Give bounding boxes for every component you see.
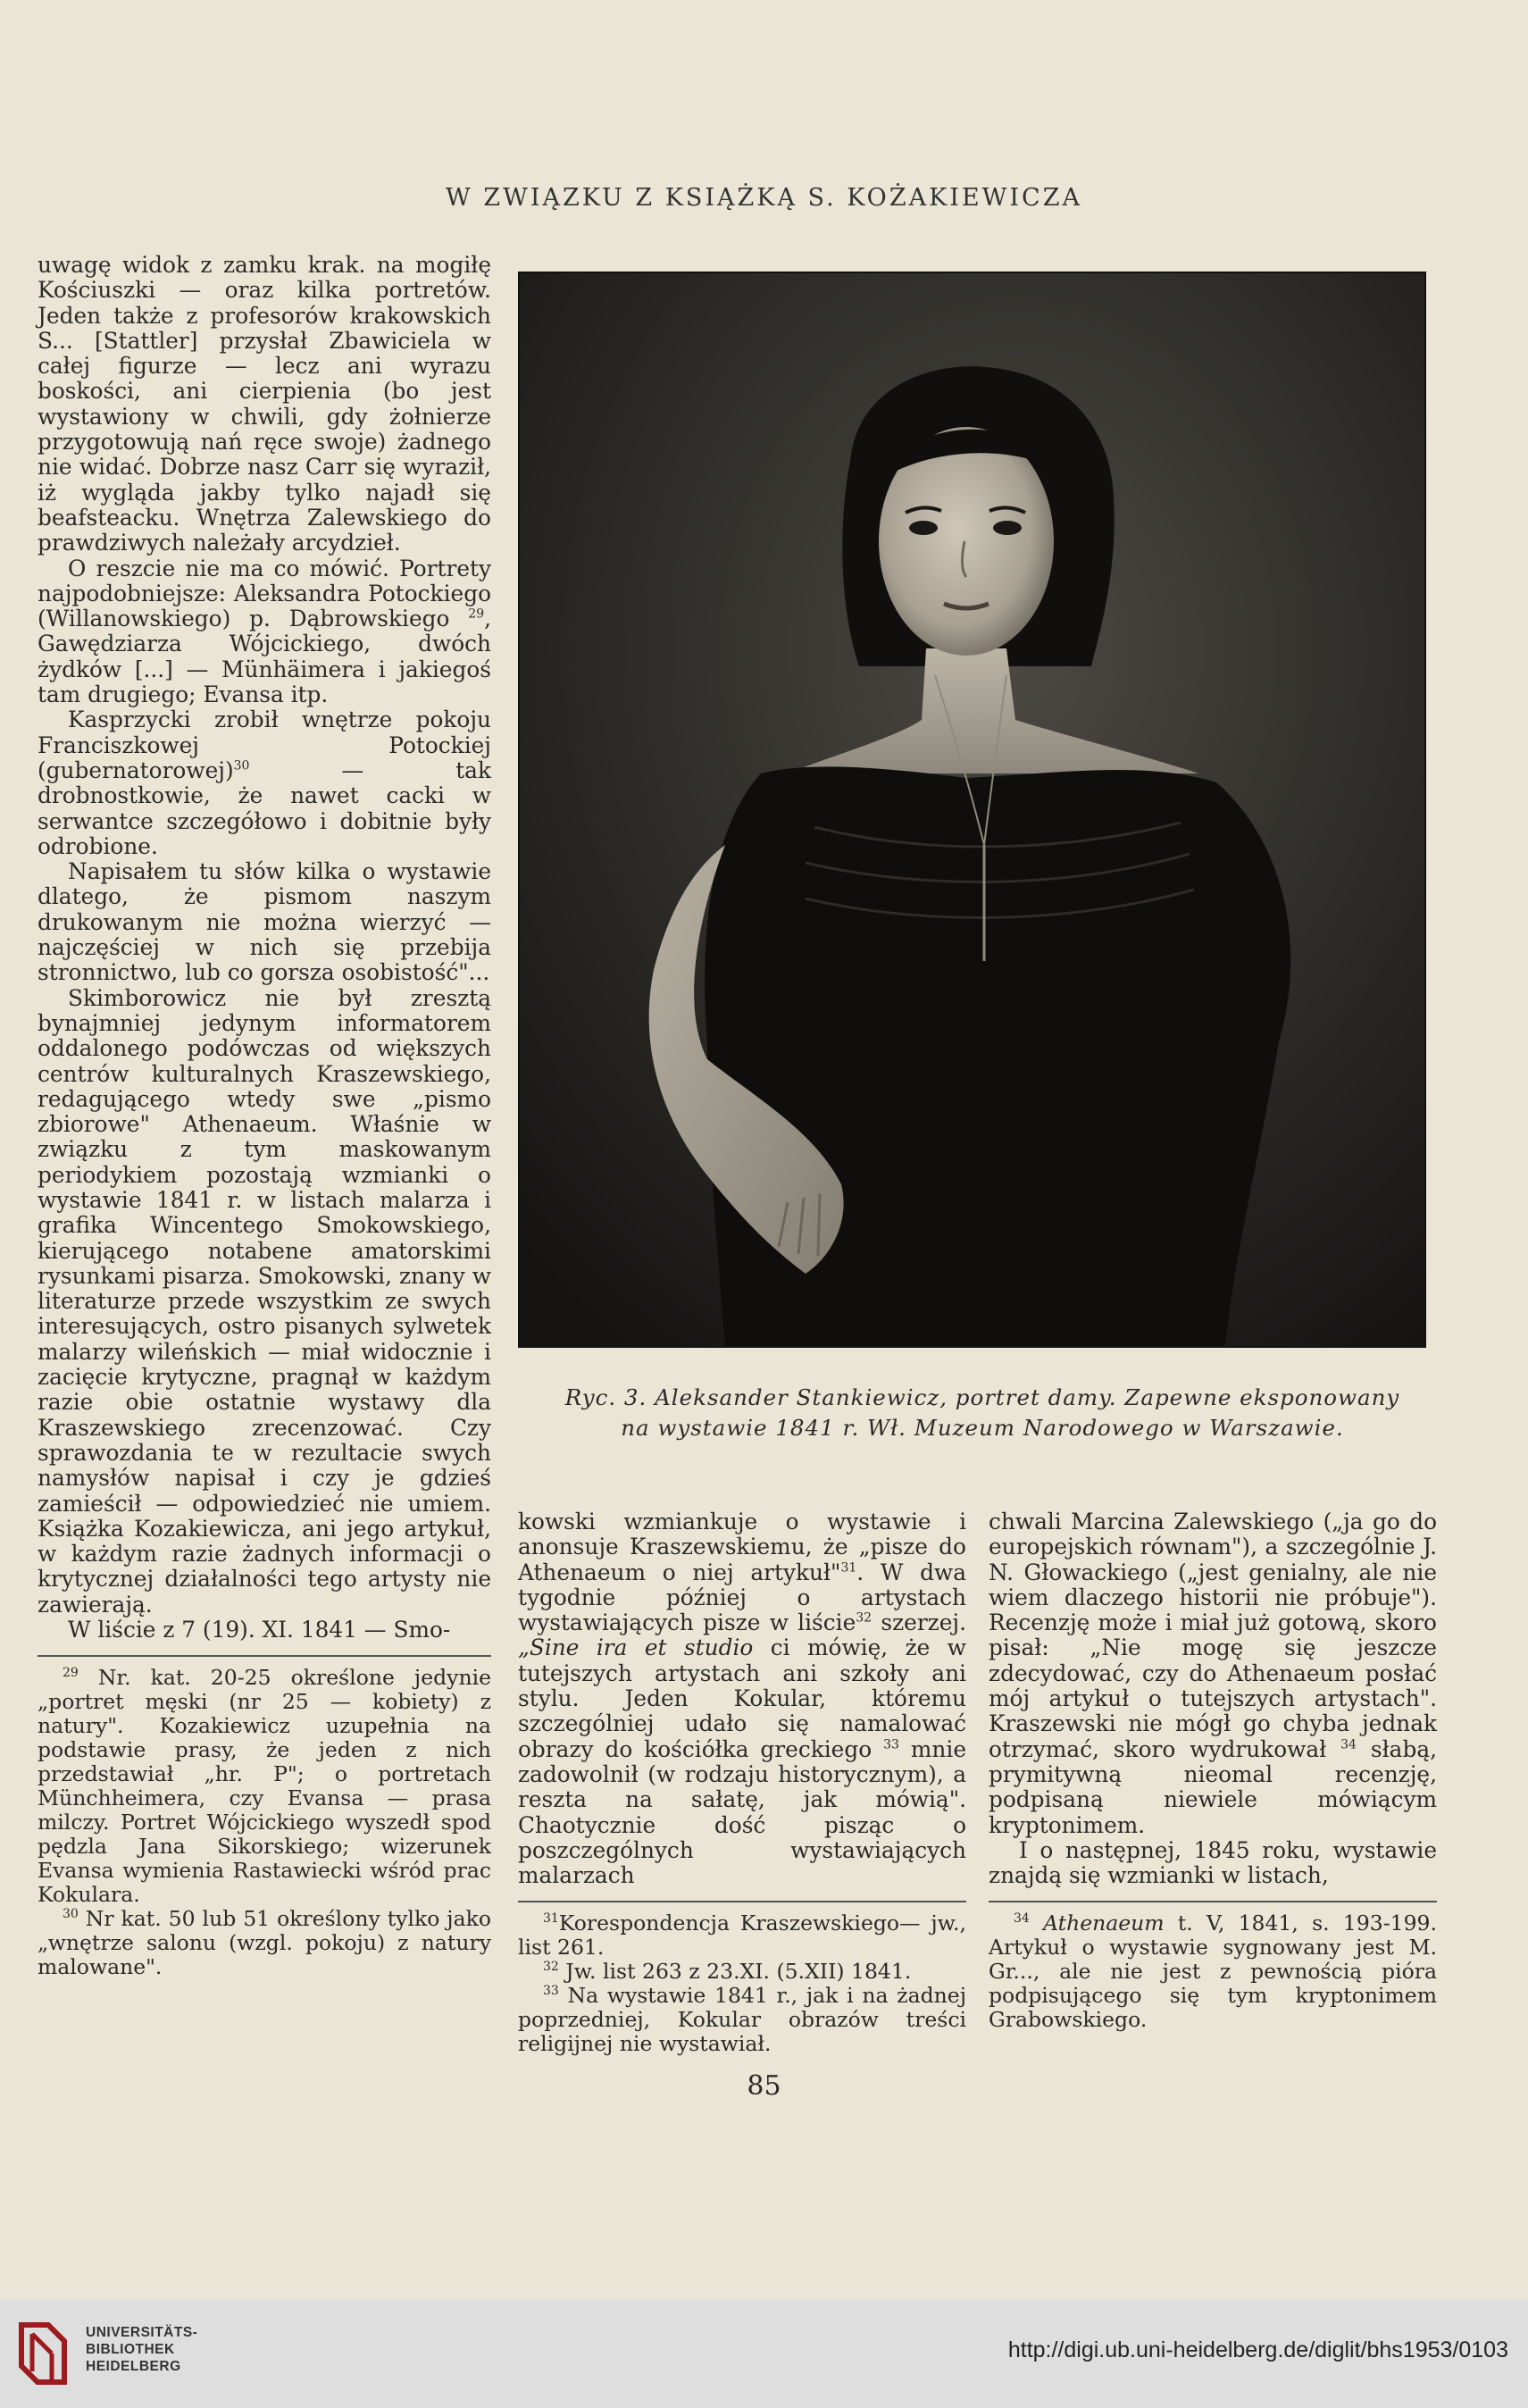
footnote-ref[interactable]: 32 [856,1610,873,1626]
footnotes [989,1911,1437,2032]
paragraph: uwagę widok z zamku krak. na mogiłę Kościuszki — oraz kilka portretów. Jeden także z profesorów krakowskich S... [Stattler] przysłał Zbawiciela w całej figurze — lecz ani wyrazu boskości, ani cierpienia (bo jest wystawiony w chwili, gdy żołnierze przygotowują nań ręce swoje) żadnego nie widać. Dobrze nasz Carr się wyraził, iż wygląda jakby tylko najadł się beafsteacku. Wnętrza Zalewskiego do prawdziwych należały arcydzieł. [38,252,491,556]
text-column-right [989,1509,1437,2032]
footnote: $^{33}$ Na wystawie 1841 r., jak i na żadnej poprzedniej, Kokular obrazów treści religijnej nie wystawiał. [518,1983,966,2057]
paragraph: Napisałem tu słów kilka o wystawie dlatego, że pismom naszym drukowanym nie można wierzyć — najczęściej w nich się przebija stronnictwo, lub co gorsza osobistość"... [38,858,491,986]
portrait-image [520,273,1424,1346]
paragraph: I o następnej, 1845 roku, wystawie znajdą się wzmianki w listach, [989,1836,1437,1889]
page-number: 85 [747,2070,781,2102]
paragraph: O reszcie nie ma co mówić. Portrety najpodobniejsze: Aleksandra Potockiego (Willanowskiego) p. Dąbrowskiego $^{29}$, Gawędziarza Wójcickiego, dwóch żydków [...] — Münhäimera i jakiegoś tam drugiego; Evansa itp. [38,555,491,708]
footnote-ref[interactable]: 34 [1340,1737,1357,1752]
portrait-plate [518,272,1426,1348]
permalink-url[interactable]: http://digi.ub.uni-heidelberg.de/diglit/bhs1953/0103 [1007,2337,1508,2362]
footnote: $^{32}$ Jw. list 263 z 23.XI. (5.XII) 1841. [543,1959,912,1985]
digitization-footer [0,2300,1528,2408]
figure-caption [518,1383,1447,1443]
footnote: $^{29}$ Nr. kat. 20-25 określone jedynie „portret męski (nr 25 — kobiety) z natury". Kozakiewicz uzupełnia na podstawie prasy, że jeden z nich przedstawiał „hr. P"; o portretach Münchheimera, czy Evansa — prasa milczy. Portret Wójcickiego wyszedł spod pędzla Jana Sikorskiego; wizerunek Evansa wymienia Rastawiecki wśród prac Kokulara. [38,1665,491,1908]
text-column-left [38,253,491,1979]
footnote: $^{31}$Korespondencja Kraszewskiego— jw., list 261. [518,1911,966,1961]
footnote-divider [518,1901,966,1902]
paragraph: chwali Marcina Zalewskiego („ja go do europejskich równam"), a szczególnie J. N. Głowackiego („jest genialny, ale nie wiem dlaczego historii nie próbuje"). Recenzję może i miał już gotową, skoro pisał: „Nie mogę się jeszcze zdecydować, czy do Athenaeum posłać mój artykuł o tutejszych artystach". Kraszewski nie mógł go chyba jednak otrzymać, skoro wydrukował $^{34}$ słabą, prymitywną nieomal recenzję, podpisaną niewiele mówiącym kryptonimem. [989,1509,1437,1838]
library-logo-icon[interactable] [13,2318,77,2389]
footnote-ref[interactable]: 31 [840,1560,857,1576]
caption-line: Ryc. 3. Aleksander Stankiewicz, portret damy. Zapewne eksponowany [564,1384,1400,1410]
footnotes [518,1911,966,2056]
running-head: W ZWIĄZKU Z KSIĄŻKĄ S. KOŻAKIEWICZA [446,184,1082,212]
footnotes [38,1666,491,1979]
footnote-ref[interactable]: 33 [883,1737,899,1752]
library-name: UNIVERSITÄTS- BIBLIOTHEK HEIDELBERG [86,2325,198,2374]
footnote-ref[interactable]: 29 [468,606,485,622]
footnote-ref[interactable]: 30 [233,758,250,773]
paragraph: Kasprzycki zrobił wnętrze pokoju Franciszkowej Potockiej (gubernatorowej)$^{30}$ — tak drobnostkowie, że nawet cacki w serwantce szczegółowo i dobitnie były odrobione. [38,707,491,859]
footnote-divider [38,1655,491,1657]
text-column-middle [518,1509,966,2056]
footnote: $^{30}$ Nr kat. 50 lub 51 określony tylko jako „wnętrze salonu (wzgl. pokoju) z natury malowane". [38,1906,491,1980]
caption-line: na wystawie 1841 r. Wł. Muzeum Narodowego w Warszawie. [621,1415,1344,1441]
paragraph: kowski wzmiankuje o wystawie i anonsuje Kraszewskiemu, że „pisze do Athenaeum o niej artykuł"$^{31}$. W dwa tygodnie później o artystach wystawiających pisze w liście$^{32}$ szerzej. „Sine ira et studio ci mówię, że w tutejszych artystach ani szkoły ani stylu. Jeden Kokular, któremu szczególniej udało się namalować obrazy do kościółka greckiego $^{33}$ mnie zadowolnił (w rodzaju historycznym), a reszta na sałatę, jak mówią". Chaotycznie dość pisząc o poszczególnych wystawiających malarzach [518,1509,966,1889]
paragraph: W liście z 7 (19). XI. 1841 — Smo- [68,1617,451,1643]
paragraph: Skimborowicz nie był zresztą bynajmniej jedynym informatorem oddalonego podówczas od większych centrów kulturalnych Kraszewskiego, redagującego wtedy swe „pismo zbiorowe" Athenaeum. Właśnie w związku z tym maskowanym periodykiem pozostają wzmianki o wystawie 1841 r. w listach malarza i grafika Wincentego Smokowskiego, kierującego notabene amatorskimi rysunkami pisarza. Smokowski, znany w literaturze przede wszystkim ze swych interesujących, ostro pisanych sylwetek malarzy wileńskich — miał widocznie i zacięcie krytyczne, pragnął w każdym razie obie ostatnie wystawy dla Kraszewskiego zrecenzować. Czy sprawozdania te w rezultacie swych namysłów napisał i czy je gdzieś zamieścił — odpowiedzieć nie umiem. Książka Kozakiewicza, ani jego artykuł, w każdym razie żadnych informacji o krytycznej działalności tego artysty nie zawierają. [38,984,491,1618]
footnote: $^{34}$ Athenaeum t. V, 1841, s. 193-199. Artykuł o wystawie sygnowany jest M. Gr..., ale nie jest z pewnością pióra podpisującego się tym kryptonimem Grabowskiego. [989,1911,1437,2033]
footnote-divider [989,1901,1437,1902]
